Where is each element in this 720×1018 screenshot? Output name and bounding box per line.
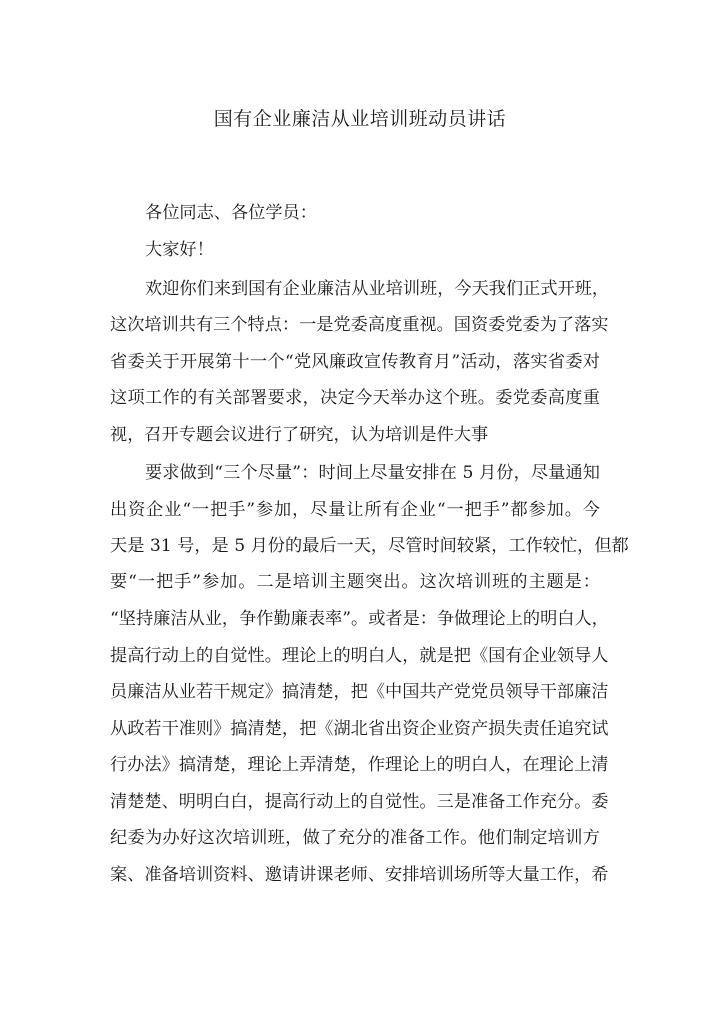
body-line: 欢迎你们来到国有企业廉洁从业培训班，今天我们正式开班， (145, 279, 610, 299)
body-line: 视，召开专题会议进行了研究，认为培训是件大事 (110, 425, 489, 445)
body-line: 要求做到“三个尽量”：时间上尽量安排在 5 月份，尽量通知 (145, 463, 600, 483)
body-line: 天是 31 号，是 5 月份的最后一天，尽管时间较紧，工作较忙，但都 (110, 536, 629, 556)
body-line: 出资企业“一把手”参加，尽量让所有企业“一把手”都参加。今 (110, 500, 600, 520)
body-line: 清楚楚、明明白白，提高行动上的自觉性。三是准备工作充分。委 (110, 792, 609, 812)
body-line: “坚持廉洁从业，争作勤廉表率”。或者是：争做理论上的明白人， (110, 609, 609, 629)
body-line: 要“一把手”参加。二是培训主题突出。这次培训班的主题是： (110, 572, 600, 592)
body-line: 省委关于开展第十一个“党风廉政宣传教育月”活动，落实省委对 (110, 352, 600, 372)
salutation-line: 各位同志、各位学员： (145, 203, 317, 223)
body-line: 这次培训共有三个特点：一是党委高度重视。国资委党委为了落实 (110, 315, 609, 335)
body-line: 案、准备培训资料、邀请讲课老师、安排培训场所等大量工作，希 (110, 865, 609, 885)
body-line: 纪委为办好这次培训班，做了充分的准备工作。他们制定培训方 (110, 828, 600, 848)
body-line: 这项工作的有关部署要求，决定今天举办这个班。委党委高度重 (110, 388, 600, 408)
document-title: 国有企业廉洁从业培训班动员讲话 (213, 108, 507, 130)
body-line: 行办法》搞清楚，理论上弄清楚，作理论上的明白人，在理论上清 (110, 755, 609, 775)
body-line: 员廉洁从业若干规定》搞清楚，把《中国共产党党员领导干部廉洁 (110, 682, 609, 702)
greeting-line: 大家好！ (145, 240, 214, 260)
body-line: 从政若干准则》搞清楚，把《湖北省出资企业资产损失责任追究试 (110, 719, 609, 739)
body-line: 提高行动上的自觉性。理论上的明白人，就是把《国有企业领导人 (110, 646, 609, 666)
